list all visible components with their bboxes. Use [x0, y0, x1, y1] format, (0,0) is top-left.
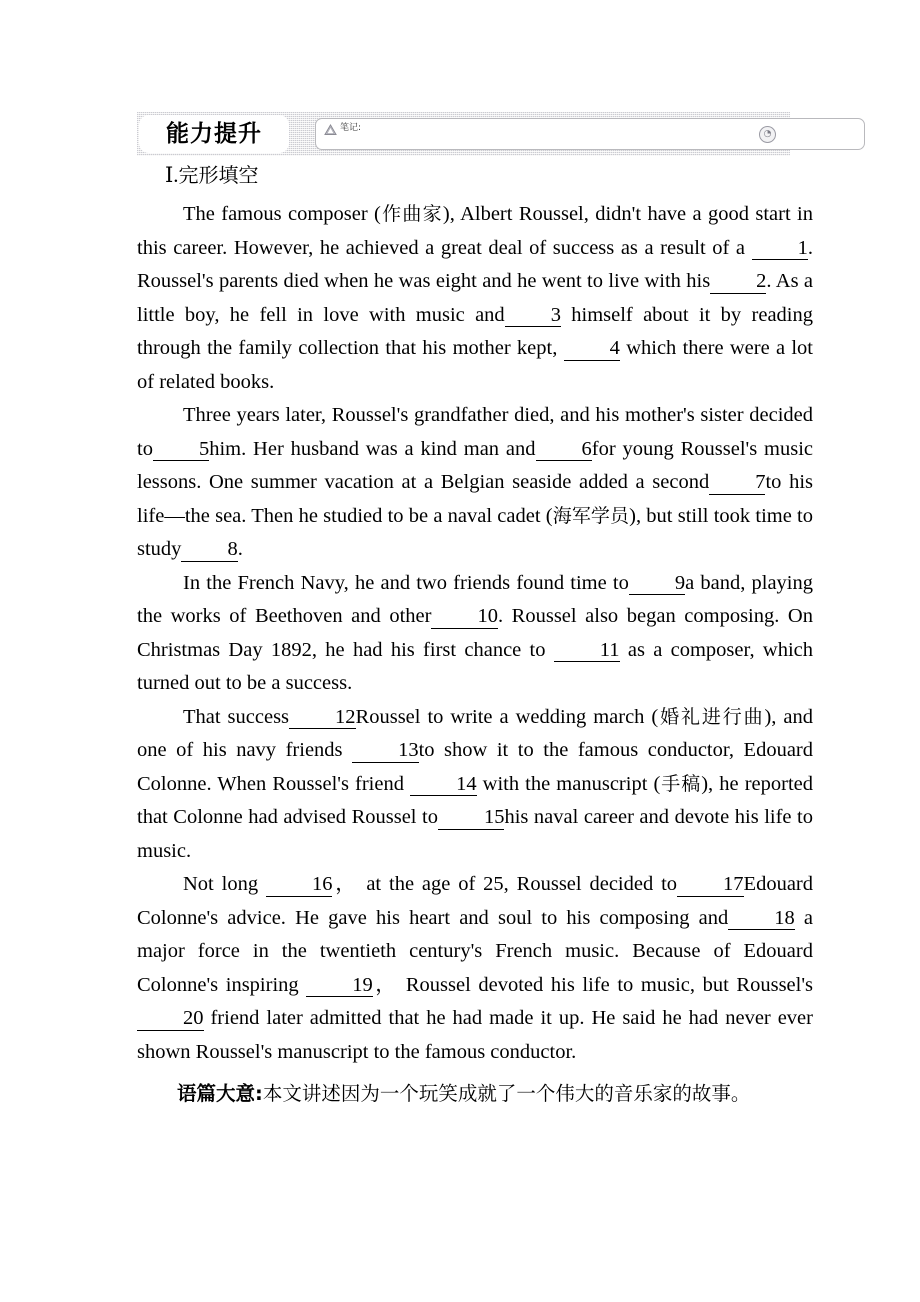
- answer-blank-3[interactable]: 3: [505, 305, 561, 328]
- answer-blank-17[interactable]: 17: [677, 874, 744, 897]
- section-tag: [140, 116, 288, 152]
- note-input-box[interactable]: [315, 118, 865, 150]
- answer-blank-5[interactable]: 5: [153, 439, 209, 462]
- passage-paragraphs: [137, 198, 813, 1069]
- circle-badge-icon[interactable]: ◔: [759, 126, 776, 143]
- answer-blank-15[interactable]: 15: [438, 807, 505, 830]
- passage-content: [137, 158, 813, 1111]
- section-header-band: [137, 112, 790, 156]
- answer-blank-18[interactable]: 18: [728, 908, 795, 931]
- passage-summary: [137, 1077, 813, 1111]
- answer-blank-13[interactable]: 13: [352, 740, 419, 763]
- passage-paragraph: The famous composer (作曲家), Albert Roussel, didn't have a good start in this career. However, he achieved a great deal of success as a result of a 1. Roussel's parents died when he was eight and he went to live with his 2. As a little boy, he fell in love with music and 3 himself about it by reading through the family collection that his mother kept, 4 which there were a lot of related books.: [137, 203, 814, 393]
- answer-blank-14[interactable]: 14: [410, 774, 477, 797]
- passage-paragraph: Not long 16， at the age of 25, Roussel decided to 17Edouard Colonne's advice. He gave his heart and soul to his composing and 18 a major force in the twentieth century's French music. Because of Edouard Colonne's inspiring 19， Roussel devoted his life to music, but Roussel's20 friend later admitted that he had made it up. He said he had never ever shown Roussel's manuscript to the famous conductor.: [137, 873, 814, 1063]
- answer-blank-9[interactable]: 9: [629, 573, 685, 596]
- section-separator: .: [173, 163, 179, 187]
- section-title: [137, 158, 813, 192]
- answer-blank-12[interactable]: 12: [289, 707, 356, 730]
- passage-paragraph: Three years later, Roussel's grandfather died, and his mother's sister decided to 5him. Her husband was a kind man and 6for young Roussel's music lessons. One summer vacation at a Belgian seaside added a second 7to his life—the sea. Then he studied to be a naval cadet (海军学员), but still took time to study 8.: [137, 404, 813, 560]
- passage-paragraph: In the French Navy, he and two friends found time to 9a band, playing the works of Beethoven and other 10. Roussel also began composing. On Christmas Day 1892, he had his first chance to 11 as a composer, which turned out to be a success.: [137, 571, 813, 694]
- answer-blank-2[interactable]: 2: [710, 271, 766, 294]
- section-tag-label: 能力提升: [166, 120, 262, 147]
- answer-blank-4[interactable]: 4: [564, 338, 620, 361]
- answer-blank-20[interactable]: 20: [137, 1008, 204, 1031]
- section-title-text: 完形填空: [178, 163, 259, 187]
- passage-paragraph: That success 12Roussel to write a wedding march (婚礼进行曲), and one of his navy friends 13to show it to the famous conductor, Edouard Colonne. When Roussel's friend 14 with the manuscript (手稿), he reported that Colonne had advised Roussel to 15his naval career and devote his life to music.: [137, 705, 813, 862]
- note-label: 笔记:: [340, 123, 362, 133]
- note-triangle-icon: [324, 123, 337, 135]
- answer-blank-16[interactable]: 16: [266, 874, 333, 897]
- section-number: Ⅰ: [165, 163, 174, 187]
- answer-blank-8[interactable]: 8: [181, 539, 237, 562]
- chinese-gloss: 手稿: [660, 772, 702, 795]
- answer-blank-1[interactable]: 1: [752, 238, 808, 261]
- answer-blank-19[interactable]: 19: [306, 975, 373, 998]
- answer-blank-7[interactable]: 7: [709, 472, 765, 495]
- chinese-gloss: 作曲家: [380, 203, 443, 225]
- summary-text: 本文讲述因为一个玩笑成就了一个伟大的音乐家的故事。: [262, 1082, 751, 1105]
- answer-blank-10[interactable]: 10: [431, 606, 498, 629]
- answer-blank-6[interactable]: 6: [536, 439, 592, 462]
- answer-blank-11[interactable]: 11: [554, 640, 620, 663]
- chinese-gloss: 海军学员: [552, 504, 630, 527]
- summary-label: 语篇大意:: [177, 1082, 263, 1105]
- chinese-gloss: 婚礼进行曲: [658, 705, 765, 728]
